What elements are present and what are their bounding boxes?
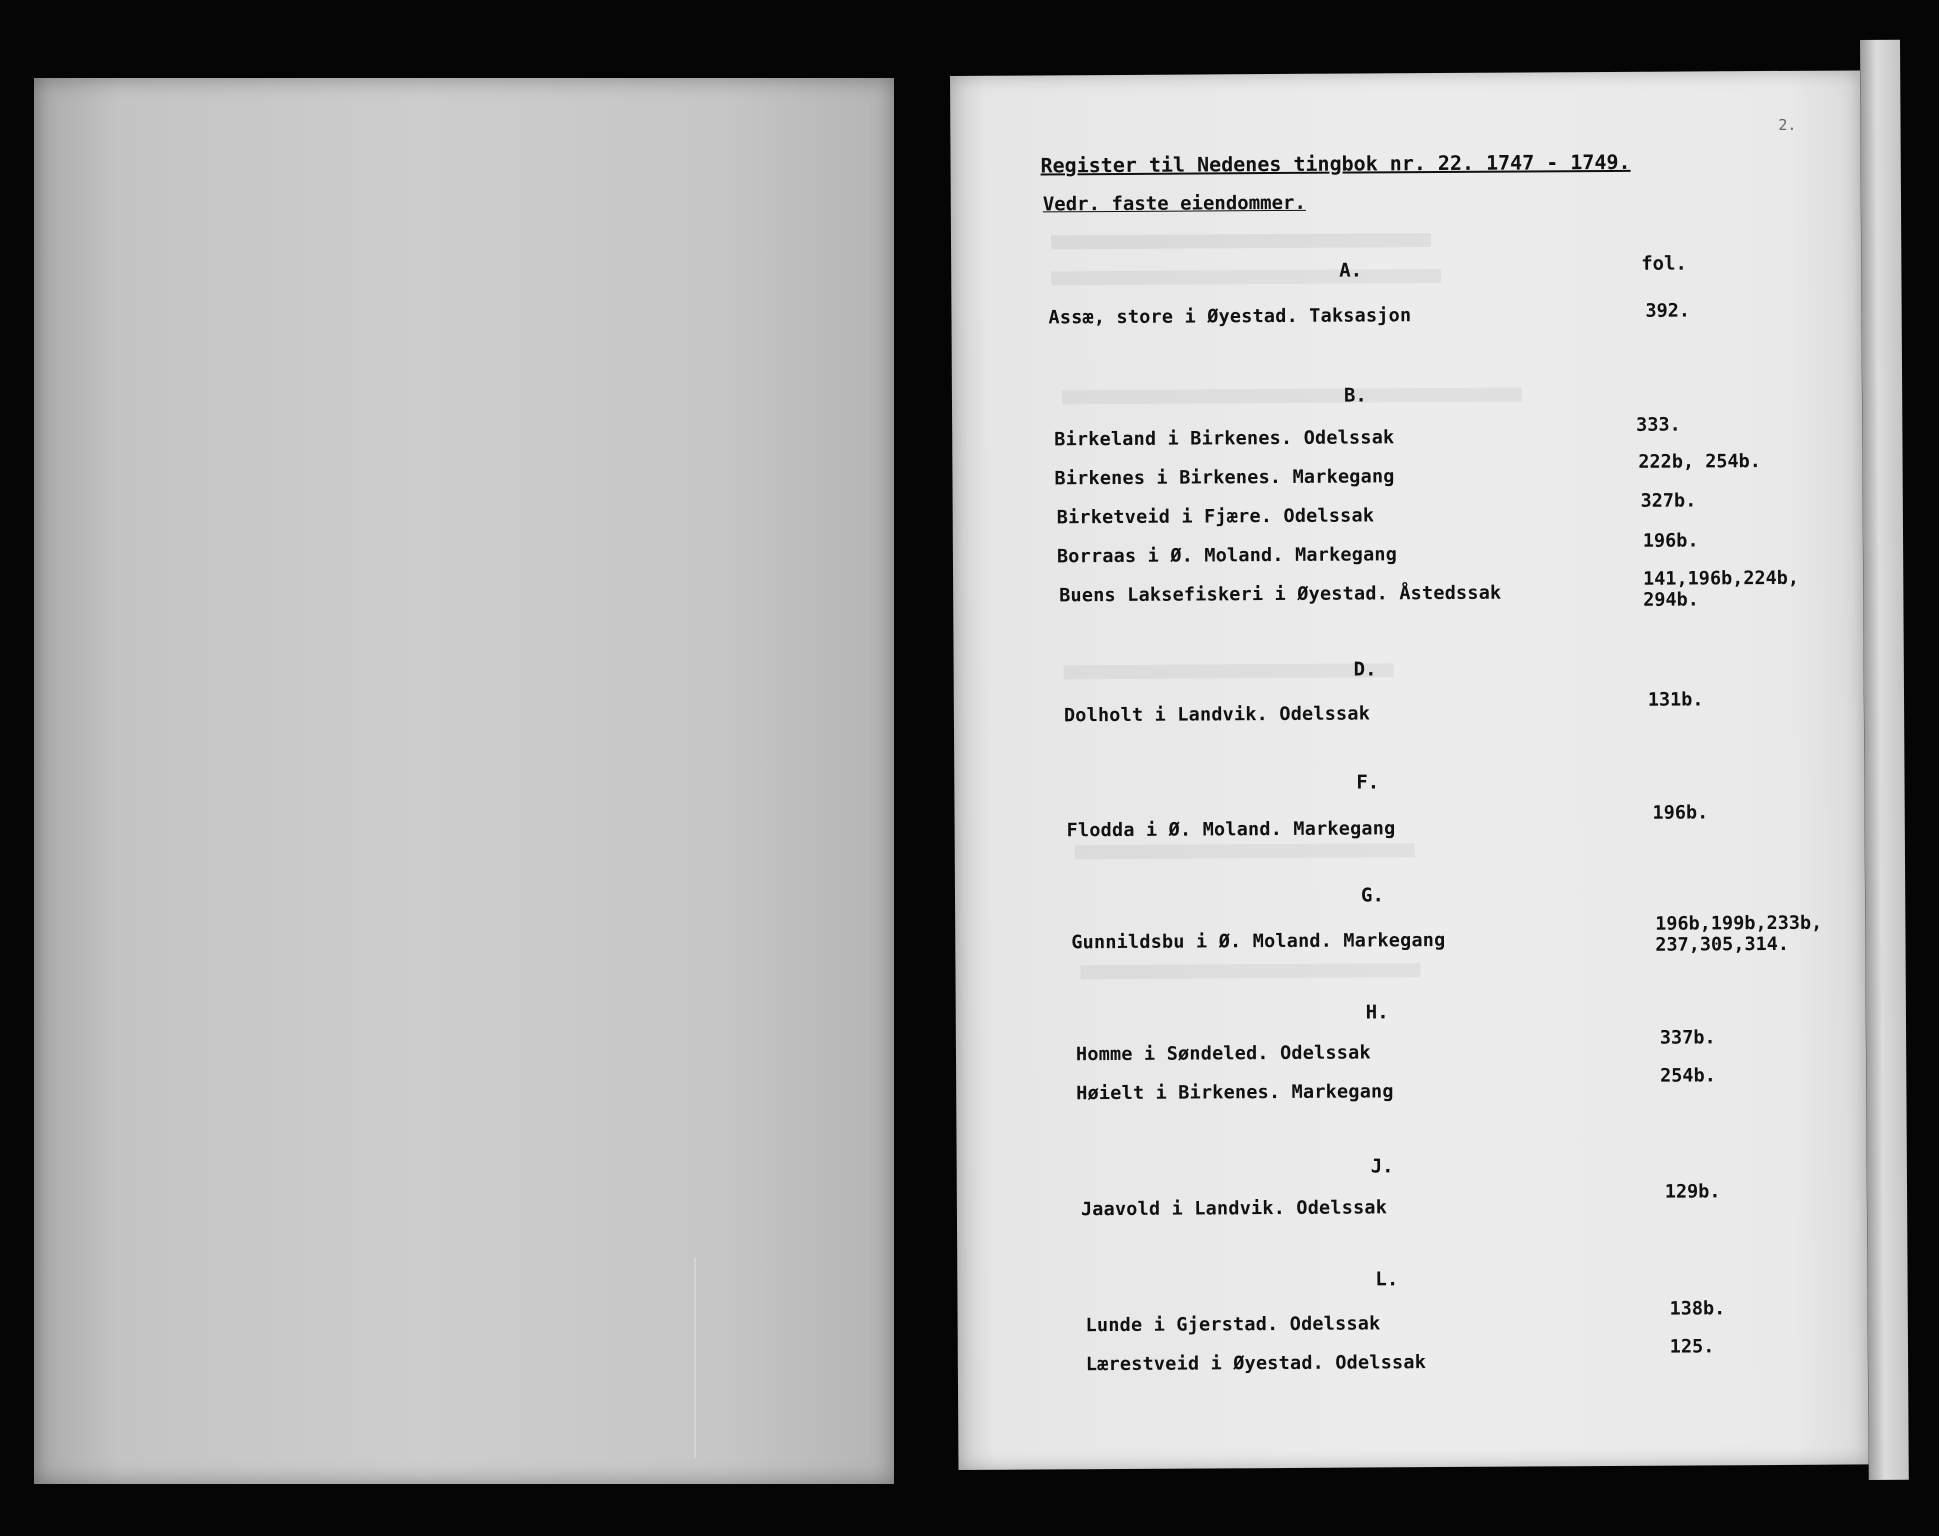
entry-name: Birkenes i Birkenes. Markegang [1054, 466, 1395, 490]
entry-folio: 129b. [1664, 1181, 1721, 1203]
document-subtitle: Vedr. faste eiendommer. [1042, 191, 1306, 216]
bleed-through-decoration [1080, 963, 1420, 979]
entry-name: Flodda i Ø. Moland. Markegang [1066, 818, 1396, 842]
entry-folio: 196b. [1652, 802, 1709, 824]
page-edge [1860, 40, 1909, 1480]
entry-folio: 222b, 254b. [1638, 451, 1761, 473]
entry-folio: 138b. [1669, 1298, 1726, 1320]
blank-left-page [34, 78, 894, 1484]
entry-name: Borraas i Ø. Moland. Markegang [1056, 544, 1398, 568]
bleed-through-decoration [1064, 663, 1394, 679]
entry-name: Dolholt i Landvik. Odelssak [1063, 703, 1371, 727]
entry-name: Jaavold i Landvik. Odelssak [1080, 1197, 1388, 1221]
folio-column-header: fol. [1641, 252, 1687, 275]
section-letter: H. [1365, 1001, 1389, 1024]
section-letter: D. [1353, 658, 1377, 681]
entry-folio: 254b. [1660, 1065, 1716, 1087]
bleed-through-decoration [1062, 388, 1522, 405]
entry-name: Lærestveid i Øyestad. Odelssak [1085, 1352, 1427, 1376]
entry-name: Buens Laksefiskeri i Øyestad. Åstedssak [1059, 582, 1502, 607]
section-letter: A. [1339, 259, 1363, 282]
entry-folio: 196b,199b,233b, 237,305,314. [1655, 912, 1823, 956]
entry-name: Birketveid i Fjære. Odelssak [1056, 505, 1375, 529]
section-letter: F. [1356, 771, 1380, 794]
entry-name: Birkeland i Birkenes. Odelssak [1054, 427, 1395, 451]
bleed-through-decoration [1051, 233, 1431, 249]
entry-folio: 131b. [1647, 689, 1704, 711]
entry-folio: 392. [1645, 300, 1691, 322]
entry-name: Lunde i Gjerstad. Odelssak [1085, 1313, 1381, 1337]
section-letter: B. [1343, 384, 1367, 407]
entry-name: Assæ, store i Øyestad. Taksasjon [1048, 305, 1412, 329]
entry-folio: 333. [1636, 414, 1681, 436]
entry-folio: 125. [1669, 1336, 1715, 1358]
section-letter: G. [1360, 884, 1384, 907]
entry-name: Gunnildsbu i Ø. Moland. Markegang [1071, 929, 1446, 954]
entry-folio: 196b. [1642, 530, 1699, 552]
entry-folio: 327b. [1640, 490, 1697, 512]
entry-folio: 141,196b,224b, 294b. [1643, 567, 1800, 611]
bleed-through-decoration [1075, 843, 1415, 859]
section-letter: J. [1370, 1155, 1394, 1178]
page-number: 2. [1778, 115, 1797, 134]
section-letter: L. [1375, 1268, 1399, 1291]
entry-name: Homme i Søndeled. Odelssak [1075, 1042, 1371, 1066]
document-title: Register til Nedenes tingbok nr. 22. 1747 - 1749. [1040, 149, 1631, 178]
entry-name: Høielt i Birkenes. Markegang [1076, 1081, 1394, 1105]
entry-folio: 337b. [1659, 1027, 1716, 1049]
register-page [950, 70, 1868, 1470]
